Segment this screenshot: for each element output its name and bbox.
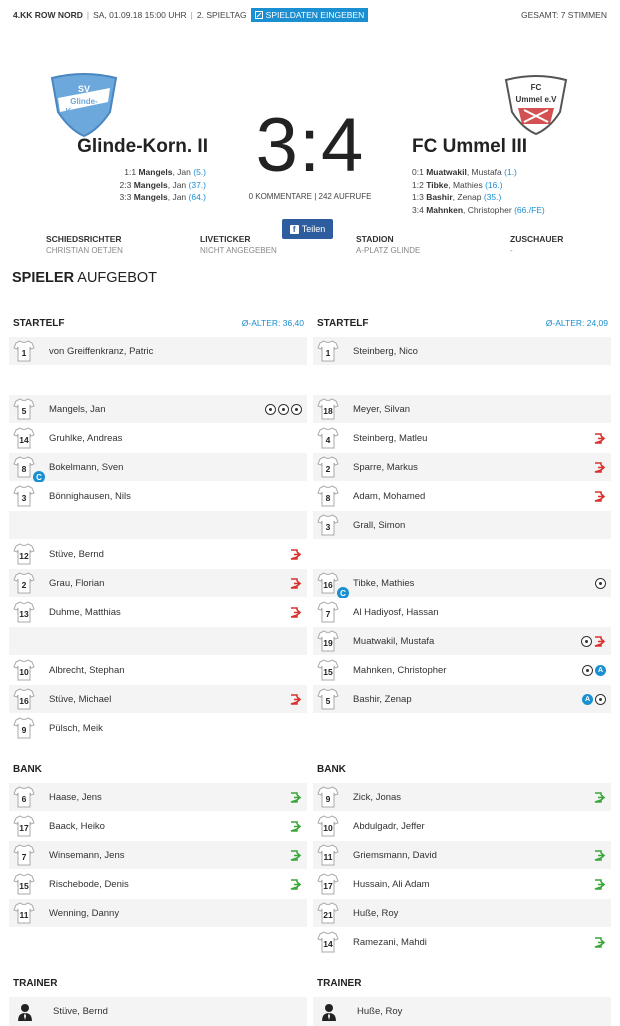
shirt-number-text: 1 [325,348,331,358]
substitution-in-icon [290,821,302,832]
player-name[interactable]: Steinberg, Nico [353,345,418,357]
goal-ball-icon [265,404,276,415]
goal-score: 2:3 [119,179,134,190]
info-label: SCHIEDSRICHTER [46,234,122,244]
match-stats[interactable]: 0 KOMMENTARE | 242 AUFRUFE [248,192,372,201]
lineup-title-rest: AUFGEBOT [74,270,158,286]
player-name[interactable]: Mahnken, Christopher [353,664,447,676]
matchday: 2. SPIELTAG [196,10,247,20]
info-label: LIVETICKER [200,234,251,244]
shirt-number-text: 11 [323,852,333,862]
match-header [0,30,620,234]
player-row[interactable] [9,395,307,424]
shirt-number [13,455,42,482]
player-name[interactable]: Bashir, Zenap [353,693,412,705]
average-age: Ø-ALTER: 36,40 [241,318,304,328]
shirt-number [13,843,35,867]
match-info-bar [0,234,620,264]
player-name[interactable]: Huße, Roy [353,907,399,919]
player-row[interactable] [313,453,611,482]
shirt-number [13,542,35,566]
player-row[interactable] [9,598,307,627]
goal-line [412,204,545,217]
shirt-number [13,814,35,838]
goal-scorer-first: , Mathies [448,179,486,190]
shirt-number-text: 17 [19,823,29,833]
average-age: Ø-ALTER: 24,09 [545,318,608,328]
shirt-number [317,872,339,896]
player-row[interactable] [9,424,307,453]
shirt-number-text: 16 [19,696,29,706]
player-row [313,540,611,569]
shirt-number-text: 21 [323,910,333,920]
info-schiedsrichter [46,234,123,255]
bank-label: BANK [13,763,42,775]
player-events [290,549,302,560]
trainer-icon [17,1003,33,1021]
player-events [290,607,302,618]
shirt-number [13,872,35,896]
bank-header [313,755,611,783]
shirt-number-text: 6 [21,794,27,804]
player-events [582,694,606,705]
player-events [265,404,302,415]
player-events [594,879,606,890]
player-name[interactable]: Wenning, Danny [49,907,120,919]
shirt-number-text: 9 [325,794,331,804]
shirt-number [13,901,35,925]
away-lineup [313,309,611,1026]
player-name[interactable]: Sparre, Markus [353,461,418,473]
substitution-out-icon [290,549,302,560]
info-label: STADION [356,234,394,244]
player-row[interactable] [313,870,611,899]
info-value: A-PLATZ GLINDE [356,246,421,255]
goal-ball-icon [582,665,593,676]
goal-scorer-first: , Zenap [452,192,484,202]
goal-line [412,179,545,192]
assist-icon: A [582,694,593,705]
shirt-number-text: 10 [323,823,333,833]
player-name[interactable]: Abdulgadr, Jeffer [353,820,425,832]
trainer-label: TRAINER [13,977,58,989]
shirt-number [317,785,339,809]
info-value: - [510,246,513,255]
shirt-number-text: 3 [325,522,331,532]
substitution-out-icon [290,578,302,589]
player-row[interactable] [313,511,611,540]
lineup-title-bold: SPIELER [12,270,75,286]
player-name[interactable]: Al Hadiyosf, Hassan [353,606,439,618]
shirt-number [317,600,339,624]
goal-minute: (5.) [193,167,206,177]
shirt-number-text: 15 [323,667,333,677]
shirt-number-text: 14 [323,939,333,949]
shirt-number [317,513,339,537]
player-name[interactable]: Baack, Heiko [49,820,105,832]
goal-minute: (35.) [483,192,502,202]
substitution-in-icon [594,937,606,948]
separator: | [86,10,90,20]
shirt-number [317,658,339,682]
player-row[interactable] [9,453,307,482]
shirt-number-text: 5 [21,406,27,416]
player-name[interactable]: Zick, Jonas [353,791,402,803]
info-value: NICHT ANGEGEBEN [200,246,277,255]
goal-minute: (1.) [504,167,517,177]
match-score: 3:4 [255,103,365,188]
goal-minute: (16.) [485,179,503,190]
player-row[interactable] [313,841,611,870]
player-events [594,850,606,861]
player-row[interactable] [313,928,611,957]
goal-score: 3:4 [412,204,427,215]
shirt-number-text: 17 [323,881,333,891]
player-name[interactable]: Winsemann, Jens [49,849,125,861]
goal-scorer[interactable]: Mahnken [426,204,464,215]
shirt-number [317,814,339,838]
player-row[interactable] [9,569,307,598]
player-events [290,821,302,832]
player-name[interactable]: Steinberg, Matleu [353,432,428,444]
away-team-logo[interactable] [500,72,572,138]
shirt-number [13,426,35,450]
player-name[interactable]: Rischebode, Denis [49,878,129,890]
player-row[interactable] [9,482,307,511]
captain-badge: C [337,587,349,599]
player-name[interactable]: Gruhlke, Andreas [49,432,123,444]
player-row[interactable] [313,656,611,685]
info-stadion [356,234,420,255]
shirt-number [317,843,339,867]
shirt-number-text: 2 [21,580,27,590]
info-value: CHRISTIAN OETJEN [46,246,123,255]
home-logo-text-3: Kornbeck [65,107,103,116]
player-name[interactable]: Mangels, Jan [49,403,106,415]
startelf-label: STARTELF [13,317,65,329]
goal-score: 1:1 [124,167,139,177]
bank-header [9,755,307,783]
player-row[interactable] [313,337,611,366]
trainer-label: TRAINER [317,977,362,989]
trainer-name[interactable]: Stüve, Bernd [53,1006,108,1017]
startelf-label: STARTELF [317,317,369,329]
player-name[interactable]: Grall, Simon [353,519,406,531]
shirt-number [317,571,346,598]
player-row[interactable] [313,395,611,424]
player-row[interactable] [313,627,611,656]
shirt-number [317,687,339,711]
shirt-number [317,901,339,925]
info-zuschauer [510,234,563,255]
lineup-title [12,270,157,286]
captain-badge: C [33,471,45,483]
substitution-out-icon [594,636,606,647]
player-events [290,850,302,861]
goal-line [412,166,545,179]
shirt-number [13,571,35,595]
player-events [290,578,302,589]
facebook-icon: f [290,225,299,234]
player-name[interactable]: Muatwakil, Mustafa [353,635,435,647]
shirt-number [317,339,339,363]
goal-ball-icon [278,404,289,415]
substitution-in-icon [290,792,302,803]
away-goals [412,166,545,216]
player-row[interactable] [9,783,307,812]
player-events [594,937,606,948]
shirt-number [13,339,35,363]
goal-scorer[interactable]: Muatwakil [426,167,467,177]
player-row[interactable] [313,685,611,714]
player-events [595,578,606,589]
section-gap [9,957,307,969]
player-events [290,694,302,705]
shirt-number-text: 2 [325,464,331,474]
away-logo-text-2: Ummel e.V [515,95,557,104]
player-row [9,511,307,540]
goal-scorer[interactable]: Mangels [133,179,168,190]
player-events [594,462,606,473]
home-lineup [9,309,307,1026]
player-row [9,627,307,656]
goal-scorer-first: , Jan [167,192,189,202]
trainer-row[interactable] [9,997,307,1026]
edit-icon [255,11,263,19]
shirt-number [13,658,35,682]
player-row[interactable] [313,482,611,511]
goal-ball-icon [595,578,606,589]
player-name[interactable]: Griemsmann, David [353,849,437,861]
goal-score: 3:3 [119,192,134,202]
player-row[interactable] [9,656,307,685]
home-team-name[interactable]: Glinde-Korn. II [77,136,208,157]
votes-total[interactable]: GESAMT: 7 STIMMEN [521,10,607,20]
shirt-number-text: 5 [325,696,331,706]
player-row [9,928,307,957]
goal-minute: (37.) [188,179,206,190]
shirt-number-text: 8 [21,464,27,474]
assist-icon: A [595,665,606,676]
player-name[interactable]: Adam, Mohamed [353,490,426,502]
player-row [313,714,611,743]
shirt-number [13,600,35,624]
player-row[interactable] [9,685,307,714]
goal-scorer-first: , Jan [172,167,194,177]
player-name[interactable]: Meyer, Silvan [353,403,411,415]
player-name[interactable]: Stüve, Michael [49,693,112,705]
player-name[interactable]: Pülsch, Meik [49,722,103,734]
shirt-number [317,426,339,450]
player-row[interactable] [9,841,307,870]
shirt-number-text: 16 [323,580,333,590]
player-events [582,665,606,676]
player-name[interactable]: Tibke, Mathies [353,577,415,589]
shirt-number-text: 7 [21,852,27,862]
player-events [594,433,606,444]
player-row[interactable] [313,812,611,841]
player-row[interactable] [9,812,307,841]
player-row[interactable] [313,783,611,812]
player-row[interactable] [9,899,307,928]
trainer-row[interactable] [313,997,611,1026]
section-gap [313,743,611,755]
player-events [581,636,606,647]
goal-scorer-first: , Jan [167,179,189,190]
shirt-number-text: 4 [325,435,331,445]
player-row[interactable] [313,899,611,928]
player-row[interactable] [9,337,307,366]
goal-minute: (66./FE) [514,204,545,215]
goal-scorer-first: , Mustafa [466,167,505,177]
edit-match-data-button[interactable] [251,8,369,22]
player-events [290,792,302,803]
trainer-header [313,969,611,997]
substitution-out-icon [594,491,606,502]
shirt-number [13,687,35,711]
substitution-in-icon [594,792,606,803]
player-row [313,366,611,395]
shirt-number [317,930,339,954]
away-logo-text-1: FC [530,83,542,92]
shirt-number-text: 9 [21,725,27,735]
shirt-number-text: 12 [19,551,29,561]
goal-scorer-first: , Christopher [463,204,515,215]
player-name[interactable]: Hussain, Ali Adam [353,878,430,890]
shirt-number-text: 13 [19,609,29,619]
share-label: Teilen [301,224,326,234]
shirt-number-text: 18 [323,406,333,416]
player-name[interactable]: von Greiffenkranz, Patric [49,345,154,357]
startelf-header [313,309,611,337]
shirt-number [317,455,339,479]
player-name[interactable]: Haase, Jens [49,791,102,803]
away-team-name[interactable]: FC Ummel III [412,136,528,157]
goal-score: 1:3 [412,192,427,202]
player-name[interactable]: Bönnighausen, Nils [49,490,131,502]
shirt-number [317,629,339,653]
shirt-number-text: 1 [21,348,27,358]
trainer-name[interactable]: Huße, Roy [357,1006,403,1017]
trainer-icon [321,1003,337,1021]
home-logo-text-2: Glinde- [70,97,98,106]
player-row[interactable] [313,598,611,627]
player-name[interactable]: Stüve, Bernd [49,548,104,560]
player-events [290,879,302,890]
player-row[interactable] [9,870,307,899]
substitution-in-icon [290,850,302,861]
startelf-header [9,309,307,337]
player-row[interactable] [313,569,611,598]
shirt-number [317,484,339,508]
player-events [594,792,606,803]
shirt-number-text: 7 [325,609,331,619]
shirt-number [13,484,35,508]
substitution-in-icon [594,879,606,890]
info-liveticker [200,234,277,255]
player-name[interactable]: Grau, Florian [49,577,105,589]
goal-line [120,166,206,179]
substitution-out-icon [290,694,302,705]
substitution-out-icon [594,433,606,444]
goal-scorer[interactable]: Tibke [426,179,449,190]
substitution-out-icon [594,462,606,473]
trainer-header [9,969,307,997]
player-name[interactable]: Bokelmann, Sven [49,461,124,473]
bank-label: BANK [317,763,346,775]
goal-scorer[interactable]: Mangels [138,167,173,177]
goal-score: 1:2 [412,179,427,190]
shirt-number-text: 10 [19,667,29,677]
substitution-in-icon [290,879,302,890]
info-label: ZUSCHAUER [510,234,564,244]
goal-minute: (64.) [188,192,206,202]
shirt-number-text: 14 [19,435,29,445]
player-row[interactable] [9,714,307,743]
shirt-number [13,397,35,421]
shirt-number-text: 8 [325,493,331,503]
shirt-number-text: 15 [19,881,29,891]
shirt-number-text: 11 [19,910,29,920]
edit-match-data-label: SPIELDATEN EINGEBEN [265,10,365,20]
league-name[interactable]: 4.KK ROW NORD [13,10,83,20]
home-logo-text-1: SV [77,84,91,94]
substitution-in-icon [594,850,606,861]
player-row[interactable] [313,424,611,453]
goal-scorer[interactable]: Bashir [426,192,453,202]
top-bar [0,0,620,30]
player-name[interactable]: Albrecht, Stephan [49,664,125,676]
player-row[interactable] [9,540,307,569]
goal-ball-icon [595,694,606,705]
player-name[interactable]: Duhme, Matthias [49,606,121,618]
section-gap [9,743,307,755]
substitution-out-icon [290,607,302,618]
shirt-number [13,785,35,809]
section-gap [313,957,611,969]
goal-line [120,179,206,192]
goal-ball-icon [581,636,592,647]
player-events [594,491,606,502]
shirt-number [13,716,35,740]
separator: | [190,10,193,20]
shirt-number [317,397,339,421]
goal-ball-icon [291,404,302,415]
shirt-number-text: 3 [21,493,27,503]
goal-scorer[interactable]: Mangels [133,192,168,202]
goal-score: 0:1 [412,167,427,177]
player-row [9,366,307,395]
shirt-number-text: 19 [323,638,333,648]
match-datetime: SA, 01.09.18 15:00 UHR [93,10,187,20]
player-name[interactable]: Ramezani, Mahdi [353,936,427,948]
